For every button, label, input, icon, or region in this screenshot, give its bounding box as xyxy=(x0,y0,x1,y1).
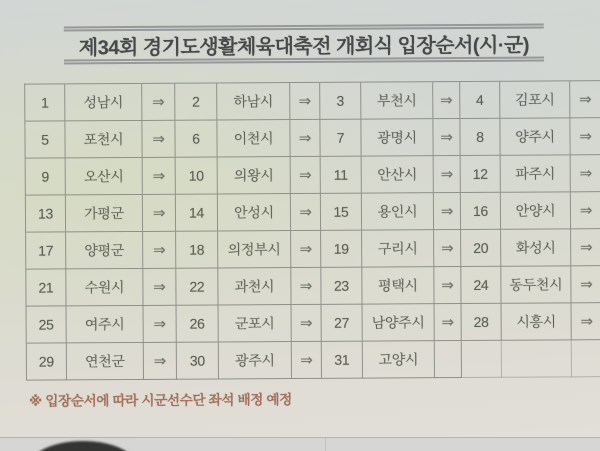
arrow-right-icon: ⇒ xyxy=(579,128,592,146)
entry-number-cell: 7 xyxy=(320,120,361,157)
entry-order-table xyxy=(24,80,600,381)
entry-city-cell: 하남시 xyxy=(217,83,290,120)
entry-number-cell: 2 xyxy=(175,84,217,121)
arrow-cell xyxy=(572,340,600,377)
entry-city-cell: 연천군 xyxy=(67,343,144,380)
arrow-cell xyxy=(143,158,176,195)
arrow-cell xyxy=(572,303,600,340)
entry-number-cell: 29 xyxy=(27,343,67,380)
slide-title-box xyxy=(64,24,544,65)
entry-city-cell: 용인시 xyxy=(362,193,434,230)
arrow-right-icon: ⇒ xyxy=(441,277,454,295)
entry-city-cell: 의정부시 xyxy=(218,231,291,268)
entry-city-cell: 안성시 xyxy=(218,194,291,231)
arrow-cell xyxy=(291,231,321,268)
entry-city-cell: 광명시 xyxy=(361,119,433,156)
arrow-right-icon: ⇒ xyxy=(152,167,165,185)
arrow-right-icon: ⇒ xyxy=(580,313,593,331)
entry-city-cell: 부천시 xyxy=(361,82,433,119)
arrow-cell xyxy=(290,120,320,157)
entry-city-cell: 포천시 xyxy=(65,121,142,158)
arrow-cell xyxy=(435,304,462,341)
arrow-cell xyxy=(142,121,175,158)
entry-city-cell: 수원시 xyxy=(66,269,143,306)
entry-city-cell: 의왕시 xyxy=(218,157,291,194)
entry-number-cell: 30 xyxy=(177,342,219,379)
footer-note: ※ 입장순서에 따라 시군선수단 좌석 배정 예정 xyxy=(29,392,293,409)
arrow-cell xyxy=(291,194,321,231)
entry-number-cell: 25 xyxy=(27,306,67,343)
arrow-cell xyxy=(570,81,600,118)
arrow-right-icon: ⇒ xyxy=(440,203,454,221)
entry-city-cell: 고양시 xyxy=(363,341,435,378)
arrow-cell xyxy=(571,266,600,303)
entry-number-cell xyxy=(462,341,502,378)
arrow-right-icon: ⇒ xyxy=(299,277,313,296)
entry-number-cell: 15 xyxy=(321,194,362,231)
entry-number-cell: 31 xyxy=(322,342,363,379)
arrow-cell xyxy=(434,193,461,230)
entry-number-cell: 21 xyxy=(26,269,66,306)
entry-city-cell: 평택시 xyxy=(362,267,434,304)
arrow-cell xyxy=(292,305,322,342)
entry-number-cell: 24 xyxy=(461,267,501,304)
arrow-right-icon: ⇒ xyxy=(298,129,312,148)
entry-city-cell: 안산시 xyxy=(362,156,434,193)
arrow-cell xyxy=(571,192,600,229)
arrow-cell xyxy=(570,118,600,155)
arrow-cell xyxy=(434,156,461,193)
entry-city-cell: 시흥시 xyxy=(502,303,572,340)
entry-number-cell: 9 xyxy=(26,158,66,195)
arrow-cell xyxy=(434,230,461,267)
arrow-right-icon: ⇒ xyxy=(300,351,313,370)
entry-city-cell: 김포시 xyxy=(500,81,570,118)
slide-title: 제34회 경기도생활체육대축전 개회식 입장순서(시·군) xyxy=(78,34,530,59)
arrow-right-icon: ⇒ xyxy=(579,202,593,220)
entry-city-cell: 구리시 xyxy=(362,230,434,267)
arrow-right-icon: ⇒ xyxy=(440,92,453,110)
entry-number-cell: 17 xyxy=(26,232,66,269)
entry-number-cell: 18 xyxy=(176,232,218,269)
entry-city-cell: 여주시 xyxy=(67,306,144,343)
arrow-right-icon: ⇒ xyxy=(440,240,454,258)
arrow-right-icon: ⇒ xyxy=(299,314,313,333)
arrow-right-icon: ⇒ xyxy=(152,130,165,148)
entry-city-cell: 성남시 xyxy=(65,84,142,121)
entry-number-cell: 5 xyxy=(25,121,65,158)
arrow-cell xyxy=(433,82,460,119)
arrow-right-icon: ⇒ xyxy=(153,278,166,296)
arrow-right-icon: ⇒ xyxy=(153,352,167,370)
entry-number-cell: 14 xyxy=(176,195,218,232)
entry-city-cell: 파주시 xyxy=(501,155,571,192)
arrow-cell xyxy=(290,83,320,120)
entry-city-cell: 남양주시 xyxy=(363,304,435,341)
arrow-cell xyxy=(433,119,460,156)
arrow-cell xyxy=(435,341,462,378)
entry-number-cell: 1 xyxy=(25,84,65,121)
entry-number-cell: 23 xyxy=(321,268,362,305)
entry-city-cell: 안양시 xyxy=(501,192,571,229)
entry-city-cell: 군포시 xyxy=(219,305,292,342)
entry-city-cell: 양평군 xyxy=(66,232,143,269)
entry-city-cell: 이천시 xyxy=(217,120,290,157)
entry-number-cell: 11 xyxy=(321,157,362,194)
arrow-cell xyxy=(142,84,175,121)
arrow-cell xyxy=(143,195,176,232)
entry-number-cell: 10 xyxy=(176,158,218,195)
arrow-cell xyxy=(144,343,177,380)
arrow-right-icon: ⇒ xyxy=(152,93,165,111)
arrow-right-icon: ⇒ xyxy=(580,276,593,294)
screen-seam-line xyxy=(325,438,326,451)
entry-number-cell: 3 xyxy=(320,83,361,120)
entry-number-cell: 13 xyxy=(26,195,66,232)
arrow-cell xyxy=(571,229,600,266)
entry-number-cell: 19 xyxy=(321,231,362,268)
arrow-right-icon: ⇒ xyxy=(152,204,166,222)
arrow-right-icon: ⇒ xyxy=(298,92,311,111)
entry-number-cell: 20 xyxy=(461,230,501,267)
entry-number-cell: 8 xyxy=(460,119,500,156)
entry-number-cell: 28 xyxy=(462,304,502,341)
entry-city-cell: 광주시 xyxy=(219,342,292,379)
entry-number-cell: 16 xyxy=(461,193,501,230)
arrow-right-icon: ⇒ xyxy=(299,166,312,185)
entry-city-cell: 동두천시 xyxy=(501,266,571,303)
arrow-right-icon: ⇒ xyxy=(152,241,166,259)
entry-city-cell: 양주시 xyxy=(500,118,570,155)
arrow-cell xyxy=(292,342,322,379)
entry-number-cell: 22 xyxy=(176,268,218,305)
arrow-right-icon: ⇒ xyxy=(579,239,593,257)
arrow-right-icon: ⇒ xyxy=(440,129,453,147)
arrow-cell xyxy=(291,157,321,194)
arrow-right-icon: ⇒ xyxy=(299,240,312,259)
arrow-right-icon: ⇒ xyxy=(579,165,592,183)
entry-city-cell: 오산시 xyxy=(66,158,143,195)
entry-city-cell: 과천시 xyxy=(218,268,291,305)
entry-city-cell: 가평군 xyxy=(66,195,143,232)
arrow-right-icon: ⇒ xyxy=(441,314,454,332)
entry-city-cell: 화성시 xyxy=(501,229,571,266)
entry-city-cell xyxy=(502,340,572,377)
arrow-cell xyxy=(291,268,321,305)
arrow-cell xyxy=(571,155,600,192)
arrow-cell xyxy=(144,306,177,343)
arrow-right-icon: ⇒ xyxy=(579,91,592,109)
entry-number-cell: 6 xyxy=(175,121,217,158)
entry-number-cell: 26 xyxy=(177,305,219,342)
arrow-cell xyxy=(143,269,176,306)
entry-number-cell: 12 xyxy=(461,156,501,193)
arrow-cell xyxy=(143,232,176,269)
arrow-right-icon: ⇒ xyxy=(440,166,453,184)
entry-number-cell: 4 xyxy=(460,82,500,119)
arrow-right-icon: ⇒ xyxy=(299,203,312,222)
entry-number-cell: 27 xyxy=(322,305,363,342)
arrow-right-icon: ⇒ xyxy=(153,315,166,333)
arrow-cell xyxy=(434,267,461,304)
